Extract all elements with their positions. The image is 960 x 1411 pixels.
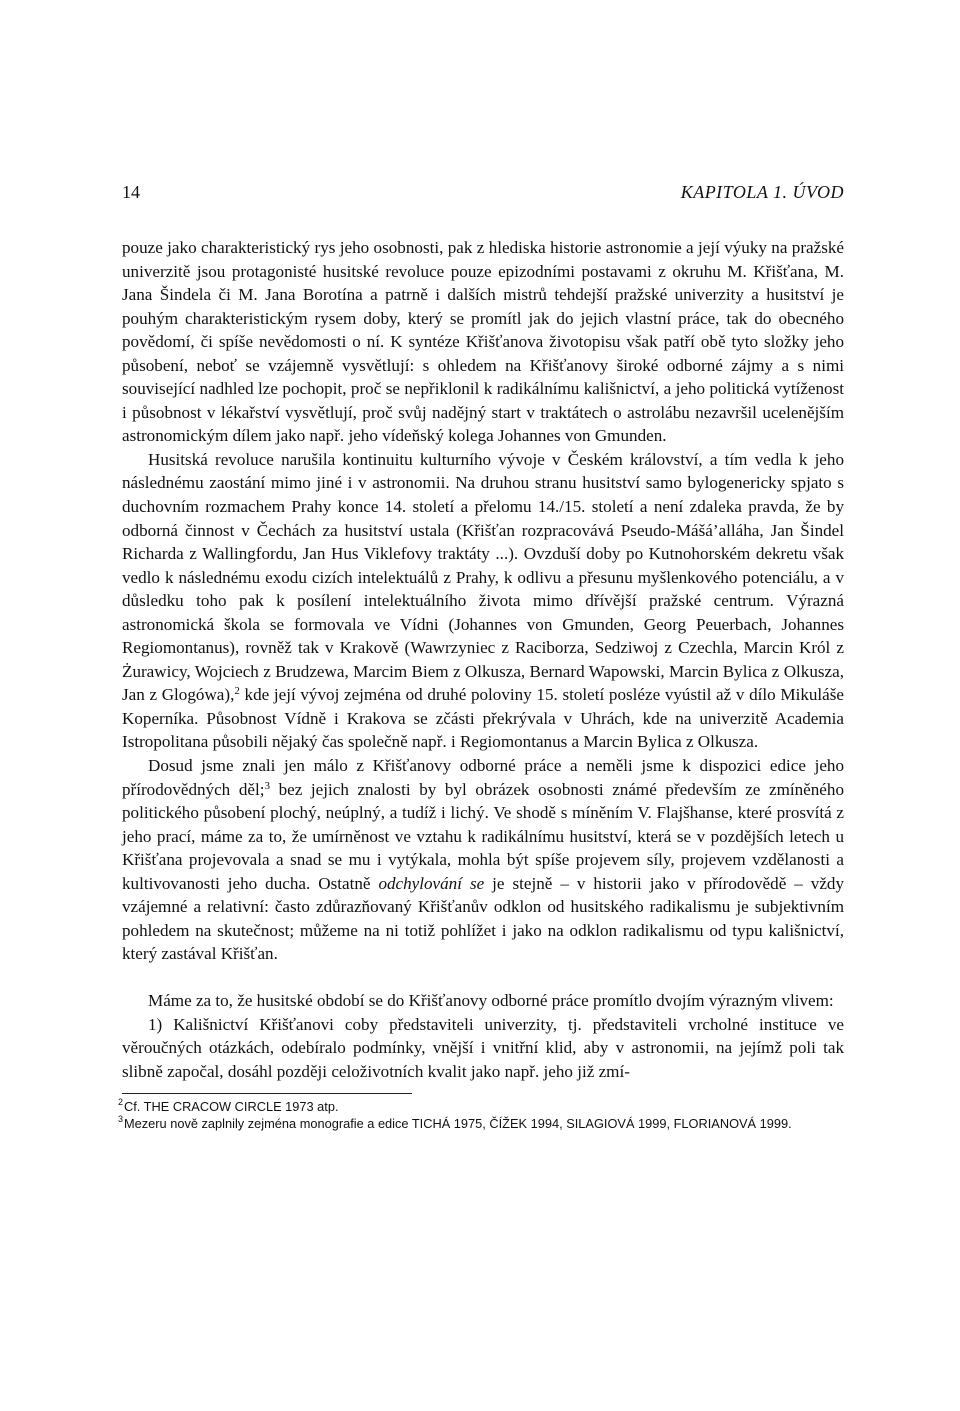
paragraph — [122, 236, 844, 448]
page-number: 14 — [122, 182, 140, 202]
running-head — [122, 182, 844, 210]
footnote-text: Mezeru nově zaplnily zejména monografie a edice TICHÁ 1975, ČÍŽEK 1994, SILAGIOVÁ 1999, FLORIANOVÁ 1999. — [124, 1116, 792, 1132]
paragraph — [122, 754, 844, 966]
footnote-mark: 3 — [118, 1114, 124, 1125]
page — [118, 182, 844, 1132]
text-run: kde její vývoj zejména od druhé poloviny 15. století posléze vyústil až v dílo Mikuláše Koperníka. Působnost Vídně i Krakova se zčásti překrývala v Uhrách, kde na univerzitě Academia Istropolitana působili nějaký čas společně např. i Regiomontanus a Marcin Bylica z Olkusza. — [122, 685, 844, 752]
text-run: Husitská revoluce narušila kontinuitu kulturního vývoje v Českém království, a tím vedla k jeho následnému zaostání mimo jiné i v astronomii. Na druhou stranu husitství samo bylogenericky spjato s duchovním rozmachem Prahy konce 14. století a přelomu 14./15. století a není zdaleka pravda, že by odborná činnost v Čechách za husitství ustala (Křišťan rozpracovává Pseudo-Mášá’alláha, Jan Šindel Richarda z Wallingfordu, Jan Hus Viklefovy traktáty ...). Ovzduší doby po Kutnohorském dekretu však vedlo k následnému exodu cizích intelektuálů z Prahy, k odlivu a přesunu myšlenkového potenciálu, a v důsledku toho pak k posílení intelektuálního života mimo dřívější pražské centrum. Výrazná astronomická škola se formovala ve Vídni (Johannes von Gmunden, Georg Peuerbach, Johannes Regiomontanus), rovněž tak v Krakově (Wawrzyniec z Raciborza, Sedziwoj z Czechla, Marcin Król z Żurawicy, Wojciech z Brudzewa, Marcim Biem z Olkusza, Bernard Wapowski, Marcin Bylica z Olkusza, Jan z Glogówa), — [122, 449, 844, 705]
text-run: Dosud jsme znali jen málo z Křišťanovy odborné práce a neměli jsme k dispozici edice jeho přírodovědných děl; — [122, 756, 844, 799]
footnote-ref: 3 — [264, 779, 270, 792]
paragraph — [122, 448, 844, 754]
footnotes — [118, 1097, 844, 1132]
text-run: pouze jako charakteristický rys jeho osobnosti, pak z hlediska historie astronomie a její výuky na pražské univerzitě jsou protagonisté husitské revoluce pouze epizodními postavami z okruhu M. Křišťana, M. Jana Šindela či M. Jana Borotína a patrně i dalších mistrů tehdejší pražské univerzity a husitství je pouhým charakteristickým rysem doby, který se promítl jak do jejich vlastní práce, tak do obecného povědomí, či spíše nevědomosti o ní. K syntéze Křišťanova životopisu však patří obě tyto složky jeho působení, neboť se vzájemně vysvětlují: s ohledem na Křišťanovy široké odborné zájmy a s nimi související nadhled lze pochopit, proč se nepřiklonil k radikálnímu kališnictví, a jeho politická vytíženost i působnost v lékařství vysvětlují, proč svůj nadějný start v traktátech o astrolábu nezavršil ucelenějším astronomickým dílem jako např. jeho vídeňský kolega Johannes von Gmunden. — [122, 238, 844, 446]
paragraph — [122, 1013, 844, 1084]
footnote-ref: 2 — [234, 685, 240, 698]
text-run: 1) Kališnictví Křišťanovi coby představiteli univerzity, tj. představiteli vrcholné instituce ve věroučných otázkách, odebíralo podmínky, vnější i vnitřní klid, aby v astronomii, na jejímž poli tak slibně započal, dosáhl později celoživotních kvalit jako např. jeho již zmí- — [122, 1014, 844, 1081]
footnote-text: Cf. THE CRACOW CIRCLE 1973 atp. — [124, 1099, 339, 1115]
body-text — [122, 236, 844, 1083]
footnote-mark: 2 — [118, 1097, 124, 1108]
text-run: je stejně – v historii jako v přírodovědě – vždy vzájemné a relativní: často zdůrazňovaný Křišťanův odklon od husitského radikalismu je subjektivním pohledem na skutečnost; můžeme na ni totiž pohlížet i jako na odklon radikalismu od typu kališnictví, který zastával Křišťan. — [122, 873, 844, 964]
footnote-divider — [122, 1093, 412, 1094]
paragraph — [122, 989, 844, 1013]
text-run: Máme za to, že husitské období se do Křišťanovy odborné práce promítlo dvojím výrazným vlivem: — [148, 990, 834, 1010]
text-run: bez jejich znalosti by byl obrázek osobnosti známé především ze zmíněného politického působení plochý, neúplný, a tudíž i lichý. Ve shodě s míněním V. Flajšhanse, které prosvítá z jeho prací, máme za to, že umírněnost ve vztahu k radikálnímu husitství, která se v pozdějších letech u Křišťana projevovala a snad se mu i vytýkala, mohla být spíše projevem síly, projevem vzdělanosti a kultivovanosti jeho ducha. Ostatně — [122, 779, 844, 893]
emphasis-text: odchylování se — [378, 873, 485, 893]
chapter-title: KAPITOLA 1. ÚVOD — [680, 182, 844, 202]
footnote — [118, 1114, 844, 1132]
footnote — [118, 1097, 844, 1115]
